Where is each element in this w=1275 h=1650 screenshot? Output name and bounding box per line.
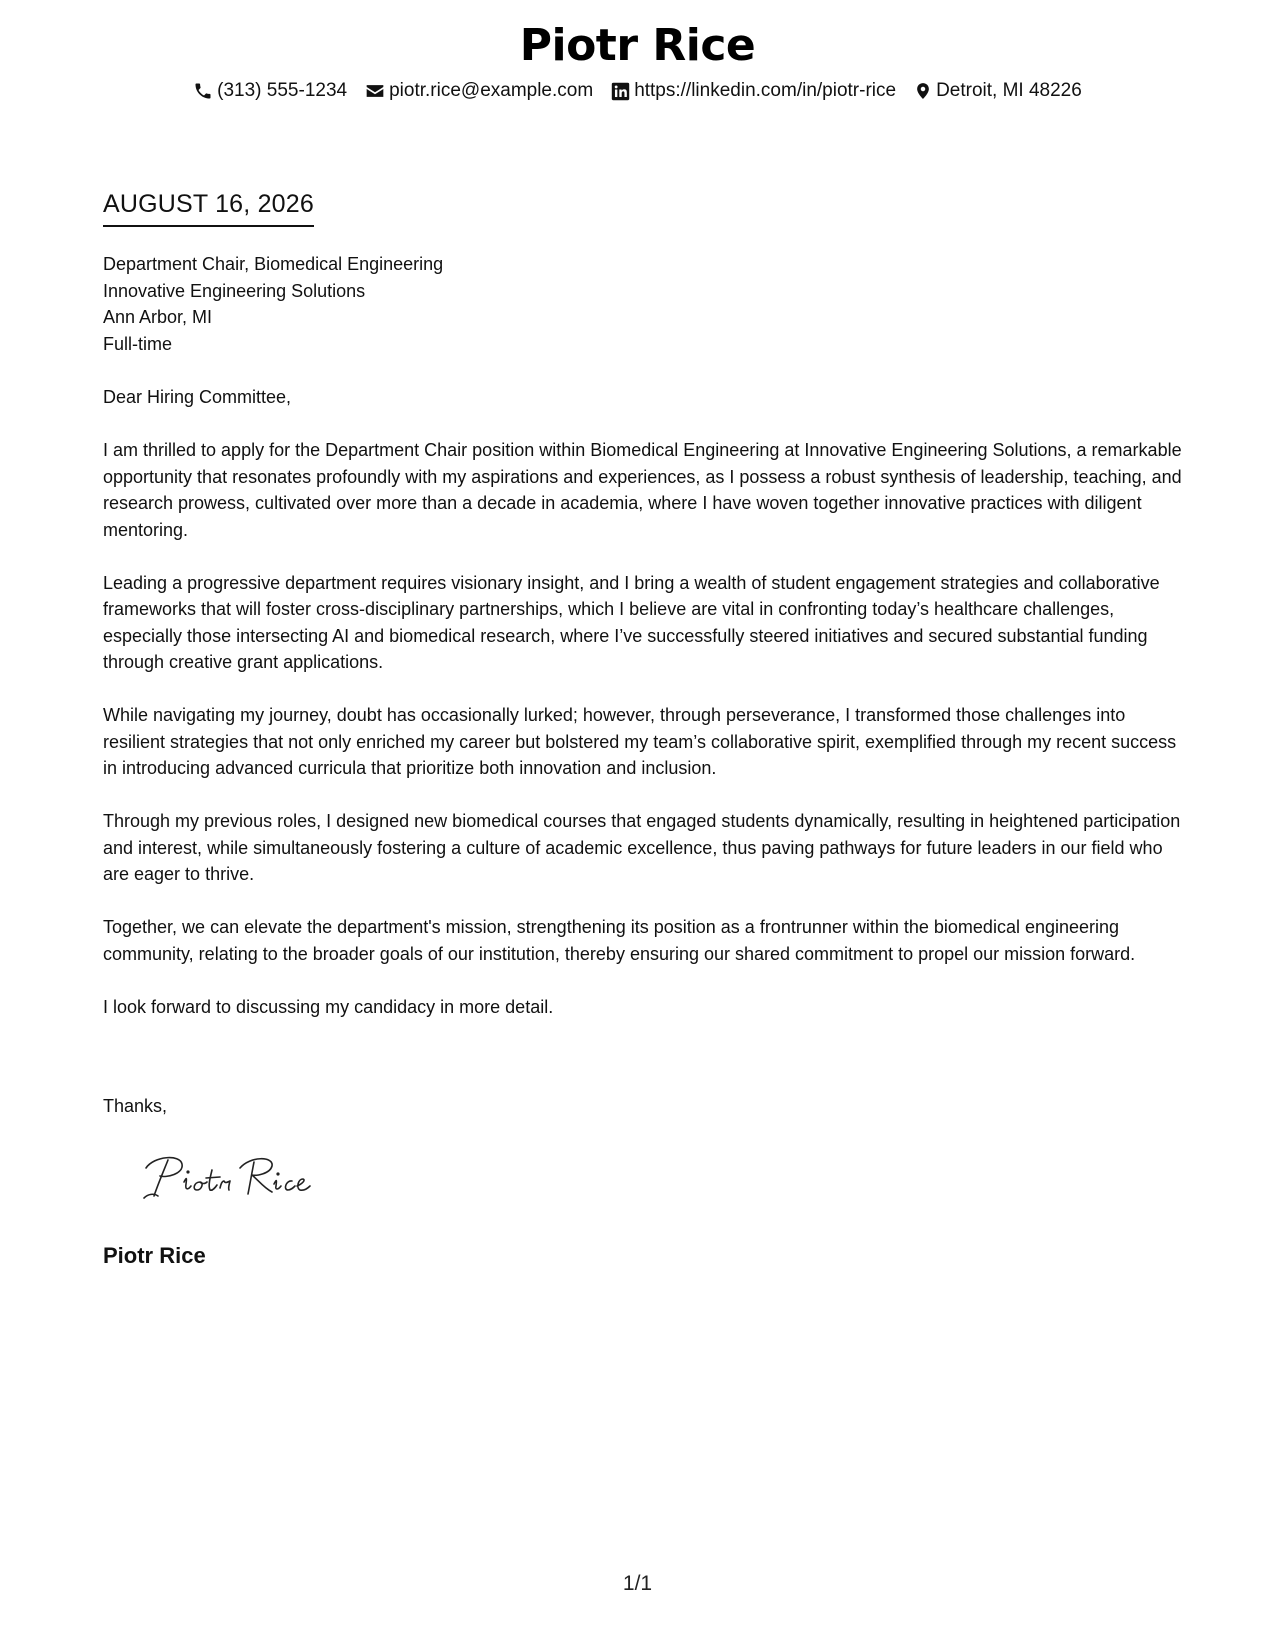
phone-text: (313) 555-1234 <box>217 80 348 101</box>
contact-location <box>914 80 1082 102</box>
handwritten-signature <box>140 1148 325 1208</box>
recipient-company: Innovative Engineering Solutions <box>103 280 366 301</box>
body-paragraph: Through my previous roles, I designed new biomedical courses that engaged students dynamically, resulting in heightened participation and interest, while simultaneously fostering a culture of academic excellence, thus paving pathways for future leaders in our field who are eager to thrive. <box>103 811 1181 884</box>
contact-linkedin[interactable] <box>611 80 896 102</box>
body-paragraph: I look forward to discussing my candidacy in more detail. <box>103 996 554 1017</box>
body-paragraph: I am thrilled to apply for the Department Chair position within Biomedical Engineering at Innovative Engineering Solutions, a remarkable opportunity that resonates profoundly with my aspirations and experiences, as I possess a robust synthesis of leadership, teaching, and research prowess, cultivated over more than a decade in academia, where I have woven together innovative practices with diligent mentoring. <box>103 440 1182 540</box>
letter-date: AUGUST 16, 2026 <box>103 190 314 227</box>
recipient-location: Ann Arbor, MI <box>103 307 213 327</box>
contact-bar <box>0 80 1275 102</box>
contact-email[interactable] <box>365 80 593 102</box>
body-paragraph: Leading a progressive department requires visionary insight, and I bring a wealth of student engagement strategies and collaborative frameworks that will foster cross-disciplinary partnerships, which I believe are vital in confronting today’s healthcare challenges, especially those intersecting AI and biomedical research, where I’ve successfully steered initiatives and secured substantial funding through creative grant applications. <box>103 572 1160 672</box>
linkedin-icon <box>611 82 630 101</box>
signer-name: Piotr Rice <box>103 1243 206 1268</box>
recipient-block <box>103 251 443 357</box>
recipient-employment-type: Full-time <box>103 333 173 354</box>
email-text[interactable]: piotr.rice@example.com <box>389 80 594 101</box>
page-number: 1/1 <box>622 1572 653 1595</box>
applicant-name: Piotr Rice <box>519 20 756 71</box>
phone-icon <box>193 81 213 101</box>
envelope-icon <box>365 81 385 101</box>
location-text: Detroit, MI 48226 <box>936 80 1082 101</box>
body-paragraph: While navigating my journey, doubt has occasionally lurked; however, through perseverance, I transformed those challenges into resilient strategies that not only enriched my career but bolstered my team’s collaborative spirit, exemplified through my recent success in introducing advanced curricula that prioritize both innovation and inclusion. <box>103 705 1177 778</box>
contact-phone <box>193 80 347 102</box>
linkedin-text[interactable]: https://linkedin.com/in/piotr-rice <box>634 80 897 101</box>
letter-body <box>103 384 1183 1047</box>
recipient-title: Department Chair, Biomedical Engineering <box>103 254 444 274</box>
salutation: Dear Hiring Committee, <box>103 387 292 407</box>
map-pin-icon <box>914 81 932 101</box>
body-paragraph: Together, we can elevate the department's mission, strengthening its position as a frontrunner within the biomedical engineering community, relating to the broader goals of our institution, thereby ensuring our shared commitment to propel our mission forward. <box>103 917 1136 964</box>
closing: Thanks, <box>103 1096 168 1116</box>
